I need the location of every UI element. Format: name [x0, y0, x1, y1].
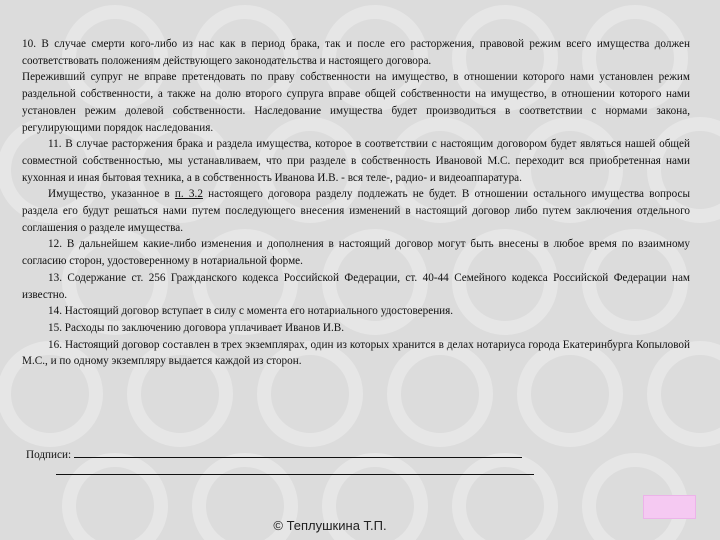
clause-10: 10. В случае смерти кого-либо из нас как в период брака, так и после его расторжения, правовой режим всего имущества должен соответствовать положениям действующего законодательства и настоящего договора. — [22, 38, 690, 67]
signature-block — [26, 446, 522, 463]
clause-11-continuation — [22, 186, 690, 236]
clause-11: 11. В случае расторжения брака и раздела имущества, которое в соответствии с настоящим договором будет являться нашей общей совместной собственностью, мы устанавливаем, что при разделе в собственность Ивановой М.С. переходит вся приобретенная нами кухонная и иная бытовая техника, а в собственность Иванова И.В. - вся теле-, радио- и видеоаппаратура. — [22, 138, 690, 184]
clause-11b-end: настоящего договора разделу подлежать не будет. В отношении остального имущества вопросы раздела его будут решаться нами путем последующего внесения изменений в настоящий договор либо путем заключения отдельного соглашения о разделе имущества. — [22, 188, 690, 234]
signature-label: Подписи: — [26, 449, 72, 461]
clause-14: 14. Настоящий договор вступает в силу с момента его нотариального удостоверения. — [48, 305, 454, 318]
clause-16: 16. Настоящий договор составлен в трех экземплярах, один из которых хранится в делах нотариуса города Екатеринбурга Копыловой М.С., и по одному экземпляру выдается каждой из сторон. — [22, 338, 690, 368]
clause-3-2-link[interactable]: п. 3.2 — [174, 188, 203, 201]
clause-15: 15. Расходы по заключению договора уплачивает Иванов И.В. — [48, 321, 345, 334]
contract-text-body — [22, 36, 690, 370]
signature-line-second — [56, 474, 534, 475]
clause-11b-start: Имущество, указанное в — [48, 188, 175, 201]
copyright-footer: © Теплушкина Т.П. — [273, 518, 387, 533]
navigation-button[interactable] — [643, 495, 696, 519]
clause-12: 12. В дальнейшем какие-либо изменения и дополнения в настоящий договор могут быть внесены в любое время по взаимному согласию сторон, удостоверенному в нотариальной форме. — [22, 238, 690, 268]
clause-13: 13. Содержание ст. 256 Гражданского кодекса Российской Федерации, ст. 40-44 Семейного кодекса Российской Федерации нам известно. — [22, 271, 690, 301]
clause-10-continuation: Переживший супруг не вправе претендовать по праву собственности на имущество, в отношении которого нами установлен режим раздельной собственности, а также на долю второго супруга вправе общей собственности на имущество, в отношении которого нами установлен режим долевой собственности. Наследование имущества будет производиться в соответствии с нормами закона, регулирующими порядок наследования. — [22, 71, 690, 134]
signature-line-first — [74, 446, 522, 458]
